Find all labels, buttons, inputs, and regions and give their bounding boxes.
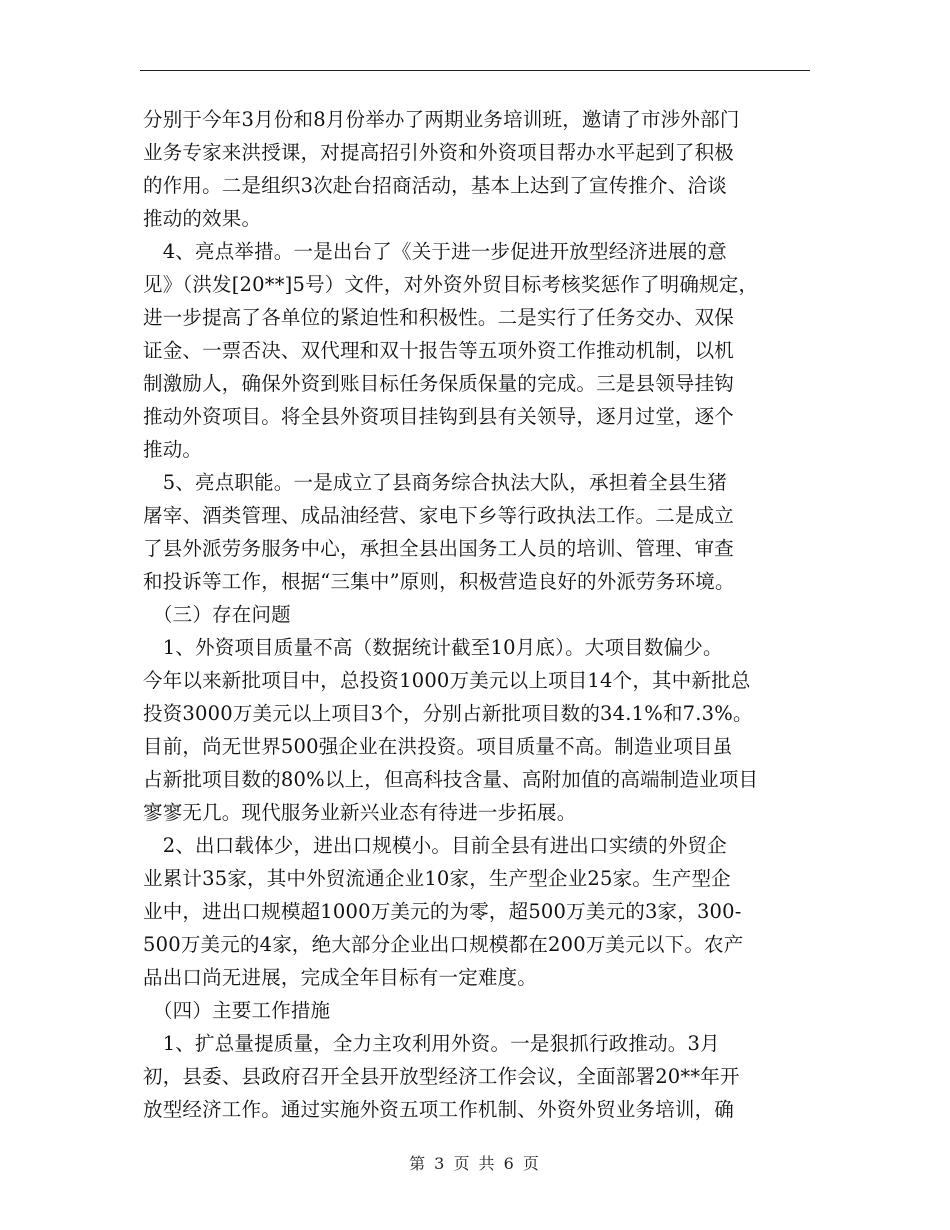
text-line: 500万美元的4家，绝大部分企业出口规模都在200万美元以下。农产 bbox=[143, 933, 744, 956]
text-line: 初，县委、县政府召开全县开放型经济工作会议，全面部署20**年开 bbox=[143, 1065, 740, 1088]
text-line: 推动的效果。 bbox=[143, 207, 262, 230]
text-line: 目前，尚无世界500强企业在洪投资。项目质量不高。制造业项目虽 bbox=[143, 735, 733, 758]
text-line: 的作用。二是组织3次赴台招商活动，基本上达到了宣传推介、洽谈 bbox=[143, 174, 727, 197]
text-line: 业务专家来洪授课，对提高招引外资和外资项目帮办水平起到了积极 bbox=[143, 141, 735, 164]
text-line: 寥寥无几。现代服务业新兴业态有待进一步拓展。 bbox=[143, 801, 577, 824]
section-heading: （三）存在问题 bbox=[143, 603, 291, 626]
text-line: 见》（洪发[20**]5号）文件，对外资外贸目标考核奖惩作了明确规定， bbox=[143, 273, 759, 296]
text-line: 放型经济工作。通过实施外资五项工作机制、外资外贸业务培训，确 bbox=[143, 1098, 735, 1121]
text-line: 进一步提高了各单位的紧迫性和积极性。二是实行了任务交办、双保 bbox=[143, 306, 735, 329]
header-rule bbox=[140, 70, 810, 71]
text-line: 1、扩总量提质量，全力主攻利用外资。一是狠抓行政推动。3月 bbox=[143, 1032, 720, 1055]
text-line: 1、外资项目质量不高（数据统计截至10月底）。大项目数偏少。 bbox=[143, 636, 723, 659]
section-heading: （四）主要工作措施 bbox=[143, 999, 331, 1022]
text-line: 证金、一票否决、双代理和双十报告等五项外资工作推动机制，以机 bbox=[143, 339, 735, 362]
text-line: 2、出口载体少，进出口规模小。目前全县有进出口实绩的外贸企 bbox=[143, 834, 727, 857]
text-line: 4、亮点举措。一是出台了《关于进一步促进开放型经济进展的意 bbox=[143, 240, 727, 263]
text-line: 推动外资项目。将全县外资项目挂钩到县有关领导，逐月过堂，逐个 bbox=[143, 405, 735, 428]
document-body bbox=[143, 103, 811, 1126]
text-line: 今年以来新批项目中，总投资1000万美元以上项目14个，其中新批总 bbox=[143, 669, 751, 692]
text-line: 品出口尚无进展，完成全年目标有一定难度。 bbox=[143, 966, 538, 989]
text-line: 业累计35家，其中外贸流通企业10家，生产型企业25家。生产型企 bbox=[143, 867, 731, 890]
text-line: 屠宰、酒类管理、成品油经营、家电下乡等行政执法工作。二是成立 bbox=[143, 504, 735, 527]
text-line: 占新批项目数的80%以上，但高科技含量、高附加值的高端制造业项目 bbox=[143, 768, 759, 791]
text-line: 制激励人，确保外资到账目标任务保质保量的完成。三是县领导挂钩 bbox=[143, 372, 735, 395]
text-line: 业中，进出口规模超1000万美元的为零，超500万美元的3家，300- bbox=[143, 900, 742, 923]
text-line: 了县外派劳务服务中心，承担全县出国务工人员的培训、管理、审查 bbox=[143, 537, 735, 560]
page-number: 第 3 页 共 6 页 bbox=[409, 1154, 541, 1173]
text-line: 5、亮点职能。一是成立了县商务综合执法大队，承担着全县生猪 bbox=[143, 471, 727, 494]
text-line: 投资3000万美元以上项目3个，分别占新批项目数的34.1%和7.3%。 bbox=[143, 702, 753, 725]
text-line: 推动。 bbox=[143, 438, 203, 461]
text-line: 和投诉等工作，根据“三集中”原则，积极营造良好的外派劳务环境。 bbox=[143, 570, 735, 593]
text-line: 分别于今年3月份和8月份举办了两期业务培训班，邀请了市涉外部门 bbox=[143, 108, 740, 131]
